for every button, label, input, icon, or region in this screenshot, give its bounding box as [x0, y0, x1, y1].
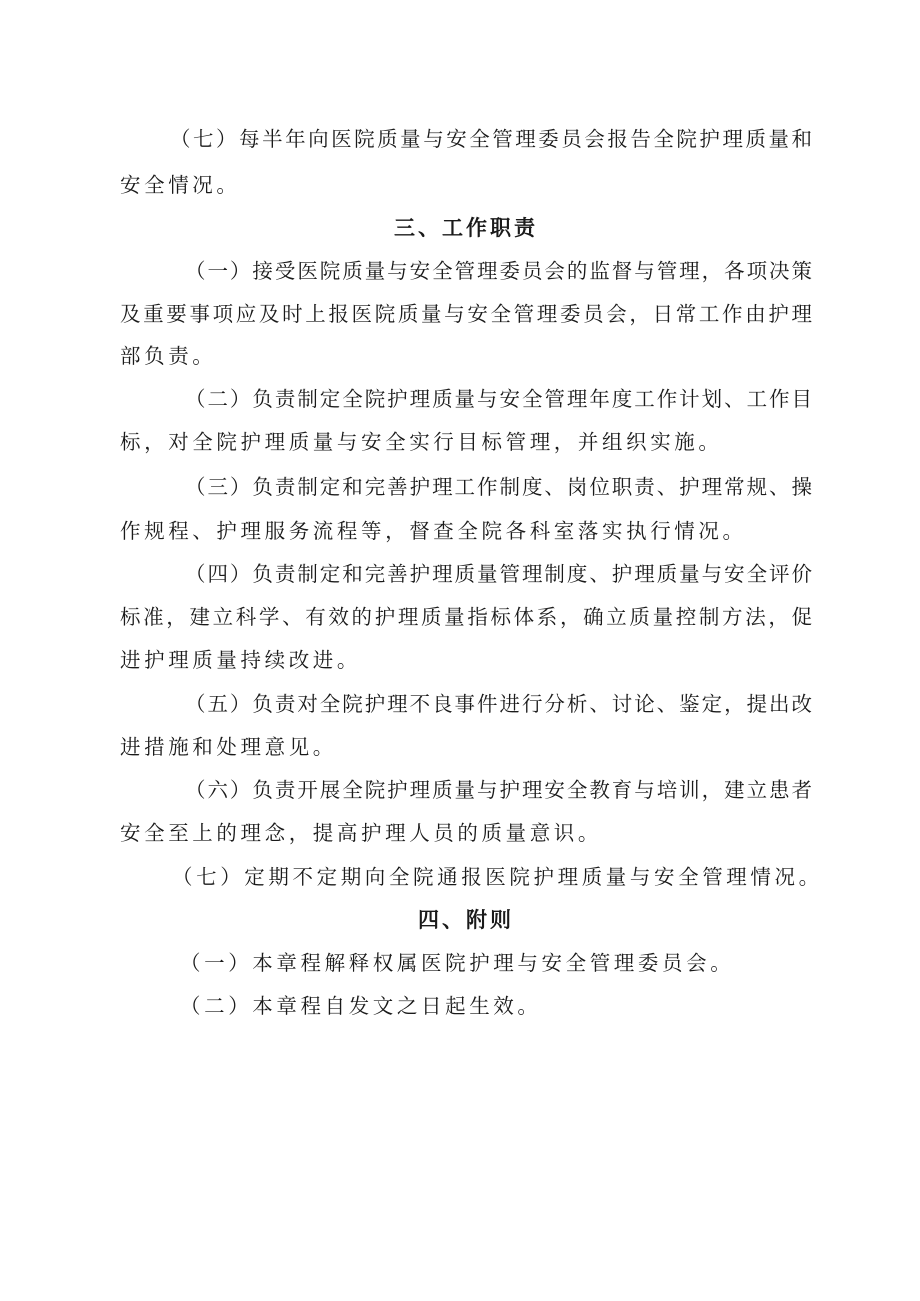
- section-heading-appendix: 四、附则: [418, 907, 514, 932]
- paragraph-line: 及重要事项应及时上报医院质量与安全管理委员会，日常工作由护理: [120, 302, 812, 326]
- paragraph-line: （六）负责开展全院护理质量与护理安全教育与培训，建立患者: [185, 778, 812, 802]
- paragraph-line: （一）接受医院质量与安全管理委员会的监督与管理，各项决策: [185, 259, 812, 283]
- paragraph-line: （七）每半年向医院质量与安全管理委员会报告全院护理质量和: [170, 127, 812, 151]
- paragraph-line: （七）定期不定期向全院通报医院护理质量与安全管理情况。: [172, 865, 823, 889]
- paragraph-line: （三）负责制定和完善护理工作制度、岗位职责、护理常规、操: [185, 475, 812, 499]
- section-heading-duties: 三、工作职责: [394, 215, 538, 240]
- paragraph-line: （五）负责对全院护理不良事件进行分析、讨论、鉴定，提出改: [185, 692, 812, 716]
- paragraph-line: 作规程、护理服务流程等，督查全院各科室落实执行情况。: [120, 519, 747, 543]
- paragraph-line: 进措施和处理意见。: [120, 735, 337, 759]
- paragraph-line: 进护理质量持续改进。: [120, 648, 361, 672]
- paragraph-line: （二）负责制定全院护理质量与安全管理年度工作计划、工作目: [185, 387, 812, 411]
- paragraph-line: （二）本章程自发文之日起生效。: [180, 994, 542, 1018]
- paragraph-line: 安全情况。: [120, 173, 241, 197]
- paragraph-line: 标准，建立科学、有效的护理质量指标体系，确立质量控制方法，促: [120, 605, 812, 629]
- paragraph-line: 安全至上的理念，提高护理人员的质量意识。: [120, 821, 602, 845]
- paragraph-line: 标，对全院护理质量与安全实行目标管理，并组织实施。: [120, 430, 723, 454]
- paragraph-line: （四）负责制定和完善护理质量管理制度、护理质量与安全评价: [185, 562, 812, 586]
- paragraph-line: （一）本章程解释权属医院护理与安全管理委员会。: [180, 951, 735, 975]
- paragraph-line: 部负责。: [120, 344, 217, 368]
